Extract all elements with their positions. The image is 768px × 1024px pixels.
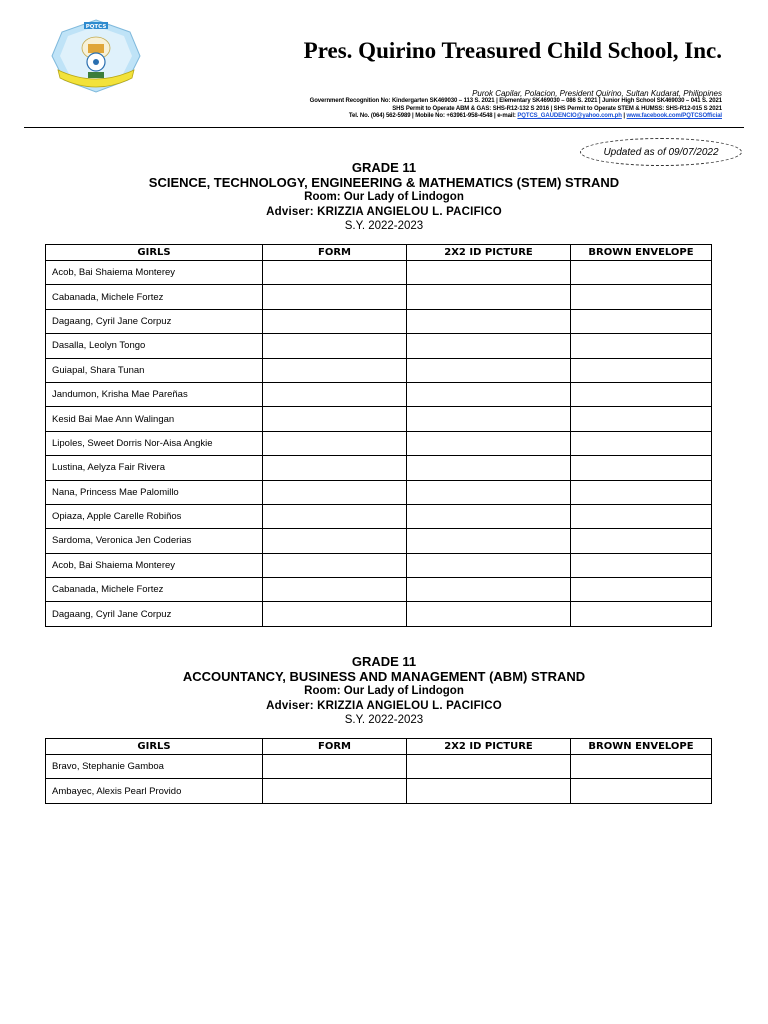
contact-numbers: Tel. No. (064) 562-5989 | Mobile No: +63961-958-4548 | e-mail: (348, 113, 518, 119)
id-picture-check-cell (407, 480, 571, 504)
student-name-cell: Nana, Princess Mae Palomillo (46, 480, 263, 504)
form-check-cell (263, 779, 407, 803)
id-picture-check-cell (407, 407, 571, 431)
form-check-cell (263, 285, 407, 309)
shs-permit-line: SHS Permit to Operate ABM & GAS: SHS-R12-132 S 2016 | SHS Permit to Operate STEM & HUMSS: SHS-R12-015 S 2021 (392, 106, 722, 112)
student-name-cell: Kesid Bai Mae Ann Walingan (46, 407, 263, 431)
table-row (46, 504, 712, 528)
brown-envelope-check-cell (571, 529, 712, 553)
id-picture-check-cell (407, 779, 571, 803)
col-header-id-picture: 2X2 ID PICTURE (407, 739, 571, 755)
table-row (46, 358, 712, 382)
school-logo (50, 18, 142, 94)
table-row (46, 779, 712, 803)
student-name-cell: Dagaang, Cyril Jane Corpuz (46, 602, 263, 626)
table-row (46, 529, 712, 553)
table-row (46, 456, 712, 480)
table-row (46, 431, 712, 455)
brown-envelope-check-cell (571, 285, 712, 309)
col-header-girls: GIRLS (46, 739, 263, 755)
student-name-cell: Dasalla, Leolyn Tongo (46, 334, 263, 358)
table-header-row (46, 739, 712, 755)
table-row (46, 755, 712, 779)
table-row (46, 309, 712, 333)
id-picture-check-cell (407, 431, 571, 455)
email-link[interactable]: PQTCS_GAUDENCIO@yahoo.com.ph (517, 113, 622, 119)
brown-envelope-check-cell (571, 261, 712, 285)
stem-section-heading (0, 161, 768, 234)
id-picture-check-cell (407, 358, 571, 382)
student-name-cell: Opiaza, Apple Carelle Robiños (46, 504, 263, 528)
section-school-year: S.Y. 2022-2023 (344, 714, 424, 726)
contact-separator: | (621, 113, 627, 119)
col-header-form: FORM (263, 739, 407, 755)
form-check-cell (263, 755, 407, 779)
brown-envelope-check-cell (571, 755, 712, 779)
contact-line (349, 113, 722, 119)
id-picture-check-cell (407, 285, 571, 309)
brown-envelope-check-cell (571, 504, 712, 528)
government-recognition-line: Government Recognition No: Kindergarten SK469030 – 113 S. 2021 | Elementary SK469030 – 086 S. 2021 | Junior High School SK469030 – 041 S. 2021 (309, 98, 722, 104)
form-check-cell (263, 358, 407, 382)
form-check-cell (263, 504, 407, 528)
table-row (46, 285, 712, 309)
id-picture-check-cell (407, 529, 571, 553)
id-picture-check-cell (407, 578, 571, 602)
id-picture-check-cell (407, 334, 571, 358)
school-name: Pres. Quirino Treasured Child School, Inc. (303, 38, 722, 63)
form-check-cell (263, 309, 407, 333)
student-name-cell: Lipoles, Sweet Dorris Nor-Aisa Angkie (46, 431, 263, 455)
form-check-cell (263, 334, 407, 358)
form-check-cell (263, 456, 407, 480)
section-adviser: Adviser: KRIZZIA ANGIELOU L. PACIFICO (266, 205, 502, 218)
section-grade: GRADE 11 (351, 654, 417, 669)
stem-roster-table (45, 244, 712, 627)
updated-note: Updated as of 09/07/2022 (580, 138, 742, 166)
brown-envelope-check-cell (571, 602, 712, 626)
table-row (46, 407, 712, 431)
table-row (46, 382, 712, 406)
brown-envelope-check-cell (571, 334, 712, 358)
student-name-cell: Lustina, Aelyza Fair Rivera (46, 456, 263, 480)
form-check-cell (263, 407, 407, 431)
id-picture-check-cell (407, 755, 571, 779)
student-name-cell: Acob, Bai Shaiema Monterey (46, 553, 263, 577)
brown-envelope-check-cell (571, 779, 712, 803)
col-header-brown-envelope: BROWN ENVELOPE (571, 245, 712, 261)
id-picture-check-cell (407, 382, 571, 406)
abm-roster-table (45, 738, 712, 804)
table-header-row (46, 245, 712, 261)
table-row (46, 578, 712, 602)
section-strand: SCIENCE, TECHNOLOGY, ENGINEERING & MATHEMATICS (STEM) STRAND (148, 174, 620, 190)
form-check-cell (263, 602, 407, 626)
table-row (46, 602, 712, 626)
brown-envelope-check-cell (571, 456, 712, 480)
form-check-cell (263, 431, 407, 455)
brown-envelope-check-cell (571, 382, 712, 406)
table-row (46, 261, 712, 285)
brown-envelope-check-cell (571, 309, 712, 333)
id-picture-check-cell (407, 602, 571, 626)
brown-envelope-check-cell (571, 407, 712, 431)
col-header-form: FORM (263, 245, 407, 261)
student-name-cell: Cabanada, Michele Fortez (46, 285, 263, 309)
form-check-cell (263, 578, 407, 602)
id-picture-check-cell (407, 309, 571, 333)
brown-envelope-check-cell (571, 431, 712, 455)
brown-envelope-check-cell (571, 553, 712, 577)
table-row (46, 334, 712, 358)
form-check-cell (263, 261, 407, 285)
student-name-cell: Guiapal, Shara Tunan (46, 358, 263, 382)
student-name-cell: Dagaang, Cyril Jane Corpuz (46, 309, 263, 333)
col-header-id-picture: 2X2 ID PICTURE (407, 245, 571, 261)
svg-text:PQTCS: PQTCS (85, 24, 107, 30)
student-name-cell: Acob, Bai Shaiema Monterey (46, 261, 263, 285)
section-room: Room: Our Lady of Lindogon (304, 685, 464, 697)
section-grade: GRADE 11 (351, 160, 417, 175)
student-name-cell: Bravo, Stephanie Gamboa (46, 755, 263, 779)
id-picture-check-cell (407, 261, 571, 285)
header-divider (24, 127, 744, 128)
table-row (46, 480, 712, 504)
student-name-cell: Jandumon, Krisha Mae Pareñas (46, 382, 263, 406)
form-check-cell (263, 529, 407, 553)
brown-envelope-check-cell (571, 358, 712, 382)
table-row (46, 553, 712, 577)
id-picture-check-cell (407, 456, 571, 480)
col-header-girls: GIRLS (46, 245, 263, 261)
section-room: Room: Our Lady of Lindogon (304, 191, 464, 203)
student-name-cell: Cabanada, Michele Fortez (46, 578, 263, 602)
brown-envelope-check-cell (571, 578, 712, 602)
school-address: Purok Capilar, Polacion, President Quirino, Sultan Kudarat, Philippines (472, 89, 722, 98)
facebook-link[interactable]: www.facebook.com/PQTCSOfficial (626, 113, 722, 119)
id-picture-check-cell (407, 553, 571, 577)
id-picture-check-cell (407, 504, 571, 528)
form-check-cell (263, 382, 407, 406)
section-strand: ACCOUNTANCY, BUSINESS AND MANAGEMENT (ABM) STRAND (182, 668, 586, 684)
col-header-brown-envelope: BROWN ENVELOPE (571, 739, 712, 755)
form-check-cell (263, 553, 407, 577)
form-check-cell (263, 480, 407, 504)
student-name-cell: Sardoma, Veronica Jen Coderias (46, 529, 263, 553)
student-name-cell: Ambayec, Alexis Pearl Provido (46, 779, 263, 803)
brown-envelope-check-cell (571, 480, 712, 504)
section-adviser: Adviser: KRIZZIA ANGIELOU L. PACIFICO (266, 699, 502, 712)
section-school-year: S.Y. 2022-2023 (344, 220, 424, 232)
abm-section-heading (0, 655, 768, 728)
